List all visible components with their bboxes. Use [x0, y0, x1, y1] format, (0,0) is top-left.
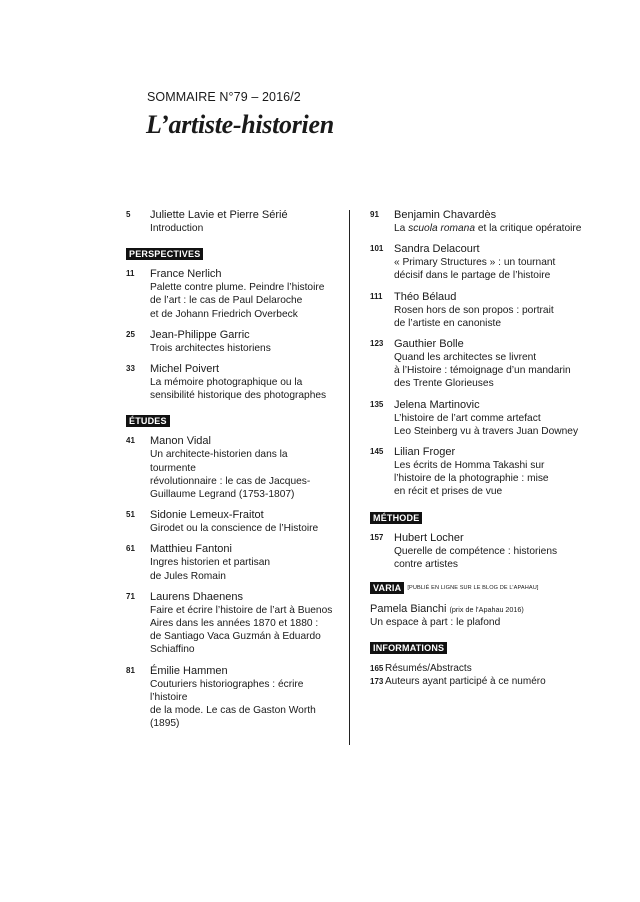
page-number: 91 [370, 210, 379, 219]
toc-entry[interactable] [126, 591, 336, 657]
section-heading-informations: INFORMATIONS [370, 642, 447, 654]
article-title-line: Leo Steinberg vu à travers Juan Downey [394, 425, 579, 437]
column-divider [349, 210, 350, 745]
page-number: 5 [126, 210, 131, 219]
author-name: Benjamin Chavardès [394, 209, 497, 221]
toc-entry[interactable] [126, 665, 336, 731]
page-number: 101 [370, 244, 384, 254]
article-title-line: Un architecte-historien dans la tourmente [150, 449, 288, 474]
page-number: 41 [126, 436, 135, 446]
title-italic-text: scuola romana [408, 223, 475, 234]
article-title-line: L’histoire de l’art comme artefact [394, 412, 541, 424]
varia-header [370, 579, 590, 597]
article-title-line: Palette contre plume. Peindre l’histoire [150, 282, 325, 294]
article-title-line: « Primary Structures » : un tournant [394, 257, 556, 269]
page-number: 51 [126, 510, 135, 520]
article-title-line: l’histoire de la photographie : mise [394, 473, 549, 485]
page-number: 33 [126, 364, 135, 374]
article-title-line: Guillaume Legrand (1753-1807) [150, 489, 295, 501]
toc-entry[interactable] [370, 399, 590, 438]
page-number: 111 [370, 291, 383, 301]
article-title-line: de la mode. Le cas de Gaston Worth (1895) [150, 705, 316, 730]
article-title-line: Ingres historien et partisan [150, 557, 271, 569]
article-title-line: Faire et écrire l’histoire de l’art à Buenos [150, 604, 333, 616]
article-title-line: Girodet ou la conscience de l’Histoire [150, 523, 319, 535]
author-name: Laurens Dhaenens [150, 590, 243, 603]
info-title: Résumés/Abstracts [385, 663, 472, 675]
toc-entry[interactable] [126, 209, 336, 235]
page-number: 145 [370, 447, 384, 457]
toc-entry[interactable] [370, 532, 590, 571]
author-name: Émilie Hammen [150, 664, 228, 677]
toc-entry[interactable] [370, 662, 590, 675]
article-title-line: de l’art : le cas de Paul Delaroche [150, 295, 303, 307]
toc-entry[interactable] [370, 291, 590, 330]
page-number: 71 [126, 591, 135, 601]
article-title-line: Quand les architectes se livrent [394, 352, 537, 364]
page-number: 25 [126, 329, 135, 339]
author-name: Hubert Locher [394, 531, 464, 544]
author-name: Sidonie Lemeux-Fraitot [150, 509, 264, 522]
varia-note: [PUBLIÉ EN LIGNE SUR LE BLOG DE L’APAHAU] [407, 584, 539, 591]
article-title-line: Schiaffino [150, 644, 195, 656]
toc-entry[interactable] [370, 446, 590, 499]
page-number: 165 [370, 664, 384, 674]
article-title-line: de Santiago Vaca Guzmán à Eduardo [150, 631, 321, 643]
author-name: Manon Vidal [150, 435, 211, 448]
section-heading-methode: MÉTHODE [370, 512, 422, 524]
sommaire-label: SOMMAIRE N°79 – 2016/2 [147, 90, 301, 104]
author-name: Juliette Lavie et Pierre Sérié [150, 209, 288, 221]
article-title-line: des Trente Glorieuses [394, 378, 494, 390]
info-title: Auteurs ayant participé à ce numéro [385, 676, 546, 688]
article-title-line: Couturiers historiographes : écrire l’histoire [150, 678, 304, 703]
section-heading-varia: VARIA [370, 582, 404, 594]
author-name: Gauthier Bolle [394, 338, 464, 351]
author-name: Jean-Philippe Garric [150, 328, 250, 341]
article-title-line: Un espace à part : le plafond [370, 617, 501, 629]
article-title-line: de l’artiste en canoniste [394, 317, 502, 329]
page-number: 173 [370, 677, 384, 687]
page-number: 61 [126, 544, 135, 554]
toc-entry[interactable] [370, 338, 590, 391]
author-name: Lilian Froger [394, 446, 456, 459]
toc-entry[interactable] [126, 363, 336, 402]
author-name: Michel Poivert [150, 363, 220, 376]
prize-note: (prix de l’Apahau 2016) [449, 605, 524, 615]
page-number: 11 [126, 269, 135, 279]
author-name: Jelena Martinovic [394, 398, 480, 411]
article-title-line: à l’Histoire : témoignage d’un mandarin [394, 365, 571, 377]
article-title-line: de Jules Romain [150, 570, 226, 582]
issue-title: L’artiste-historien [146, 110, 334, 139]
right-column [370, 209, 590, 688]
title-text: La [394, 223, 409, 234]
article-title-line: La mémoire photographique ou la [150, 377, 303, 389]
article-title-line: Querelle de compétence : historiens [394, 545, 558, 557]
author-line [370, 603, 590, 616]
page-number: 135 [370, 399, 384, 409]
author-name: Théo Bélaud [394, 290, 457, 303]
toc-entry[interactable] [126, 268, 336, 321]
article-title-line: Aires dans les années 1870 et 1880 : [150, 618, 319, 630]
article-title-line: décisif dans le partage de l’histoire [394, 270, 551, 282]
article-title-line: révolutionnaire : le cas de Jacques- [150, 475, 311, 487]
author-name: Sandra Delacourt [394, 243, 480, 256]
article-title-line: Trois architectes historiens [150, 342, 271, 354]
section-heading-etudes: ÉTUDES [126, 415, 170, 427]
article-title-line: Rosen hors de son propos : portrait [394, 304, 554, 316]
page-number: 81 [126, 665, 135, 675]
page-number: 157 [370, 532, 384, 542]
page-number: 123 [370, 339, 384, 349]
author-name: Matthieu Fantoni [150, 543, 232, 556]
article-title-line: contre artistes [394, 558, 458, 570]
author-name: France Nerlich [150, 268, 222, 281]
toc-entry[interactable] [370, 675, 590, 688]
article-title-line: Les écrits de Homma Takashi sur [394, 460, 545, 472]
toc-entry[interactable] [370, 603, 590, 629]
article-title-line: sensibilité historique des photographes [150, 390, 327, 402]
article-title-line: Introduction [150, 223, 204, 234]
article-title-line: et de Johann Friedrich Overbeck [150, 308, 298, 320]
author-name: Pamela Bianchi [370, 603, 447, 616]
toc-entry[interactable] [370, 209, 590, 235]
toc-entry[interactable] [126, 329, 336, 355]
article-title-line [394, 222, 590, 235]
title-text: et la critique opératoire [475, 223, 582, 234]
article-title-line: en récit et prises de vue [394, 486, 503, 498]
toc-entry[interactable] [126, 509, 336, 535]
left-column [126, 209, 336, 738]
toc-entry[interactable] [126, 435, 336, 501]
section-heading-perspectives: PERSPECTIVES [126, 248, 203, 260]
toc-entry[interactable] [126, 543, 336, 582]
toc-entry[interactable] [370, 243, 590, 282]
